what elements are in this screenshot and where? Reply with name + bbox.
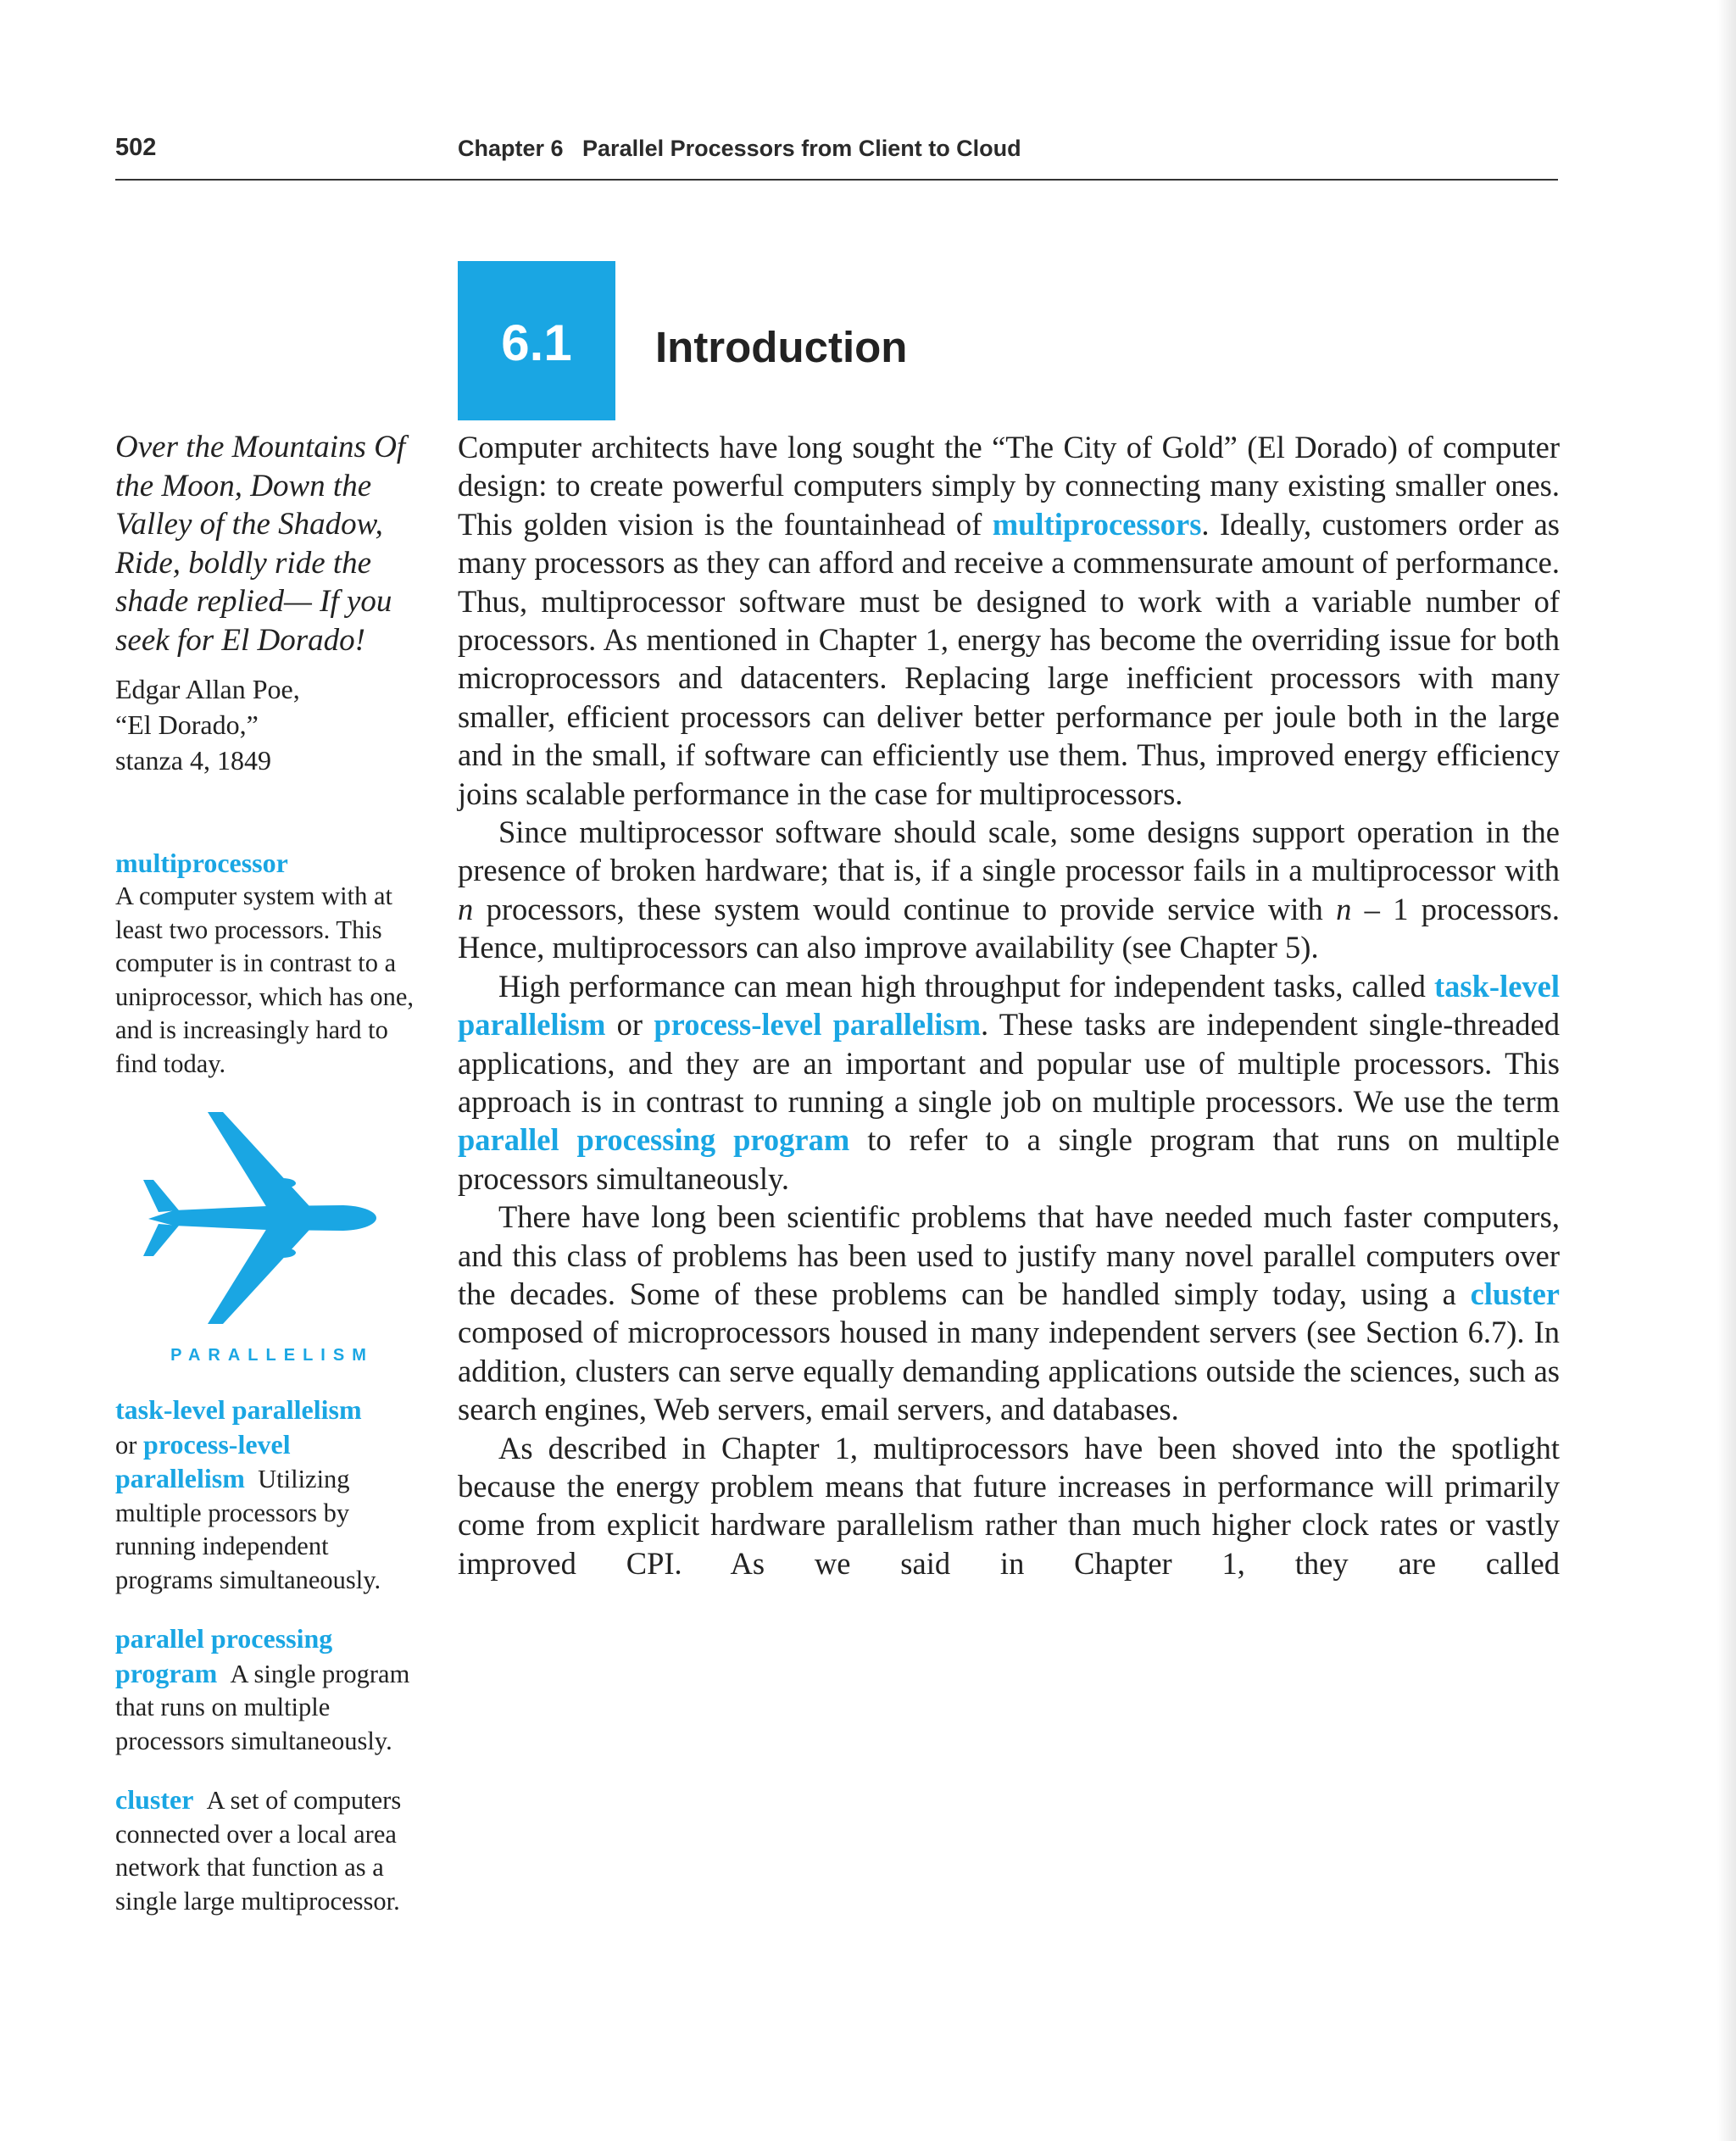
- airplane-tail-upper: [143, 1180, 179, 1212]
- epigraph-quote: Over the Mountains Of the Moon, Down the Valley of the Shadow, Ride, boldly ride the shade replied— If you seek for El Dorado!: [115, 430, 406, 658]
- body-text-run: . These tasks are independent single-threaded applications, and they are an important and popular use of multiple processors. This approach is in contrast to running a single job on multiple processors. We use the term: [458, 1007, 1560, 1119]
- glossary-entry-parallel-processing-program: [115, 1622, 429, 1758]
- section-number: 6.1: [501, 314, 572, 371]
- glossary-definition: A set of computers connected over a local area network that function as a single large multiprocessor.: [115, 1786, 402, 1916]
- airplane-engine: [269, 1178, 296, 1188]
- key-term-parallel-processing-program[interactable]: parallel processing program: [458, 1122, 850, 1158]
- airplane-fuselage: [148, 1205, 376, 1231]
- body-paragraph-2: [458, 813, 1560, 967]
- body-text-run: Since multiprocessor software should scale, some designs support operation in the presence of broken hardware; that is, if a single processor fails in a multiprocessor with: [458, 815, 1560, 888]
- parallelism-label: PARALLELISM: [170, 1346, 374, 1365]
- section-title: Introduction: [655, 323, 908, 371]
- body-text-run: – 1 processors. Hence, multiprocessors can also improve availability (see Chapter 5).: [458, 891, 1560, 965]
- page-number: 502: [115, 134, 157, 161]
- body-text-run: to refer to a single program that runs on multiple processors simultaneously.: [458, 1122, 1560, 1196]
- glossary-definition: Utilizing multiple processors by running independent programs simultaneously.: [115, 1465, 381, 1594]
- header-rule: [115, 179, 1558, 181]
- glossary-definition: A computer system with at least two processors. This computer is in contrast to a uniprocessor, which has one, and is increasingly hard to find today.: [115, 881, 414, 1078]
- body-paragraph-3: [458, 967, 1560, 1198]
- glossary-entry-text: [115, 1783, 429, 1918]
- body-text-run: High performance can mean high throughput for independent tasks, called: [498, 968, 1434, 1004]
- glossary-entry-task-level-parallelism: [115, 1393, 429, 1597]
- body-text-run: processors, these system would continue to provide service with: [473, 891, 1337, 926]
- airplane-engine: [238, 1154, 265, 1165]
- glossary-term: parallel processing program: [115, 1623, 333, 1688]
- body-paragraph-4: [458, 1198, 1560, 1428]
- body-paragraph-5: [458, 1429, 1560, 1583]
- glossary-term: process-level parallelism: [115, 1428, 291, 1493]
- math-variable-n: n: [1336, 891, 1352, 926]
- glossary-entry-text: [115, 1393, 429, 1597]
- math-variable-n: n: [458, 891, 474, 926]
- key-term-cluster[interactable]: cluster: [1470, 1276, 1560, 1311]
- body-text: [458, 428, 1560, 1582]
- key-term-process-level-parallelism[interactable]: process-level parallelism: [654, 1007, 982, 1043]
- glossary-term: task-level parallelism: [115, 1394, 362, 1425]
- epigraph-detail: stanza 4, 1849: [115, 745, 271, 776]
- glossary-term: multiprocessor: [115, 848, 288, 878]
- glossary-entry-cluster: [115, 1783, 429, 1918]
- glossary-connector: or: [115, 1430, 137, 1460]
- margin-column: [115, 428, 429, 1081]
- airplane-engine: [269, 1248, 296, 1258]
- section-number-box: [458, 261, 615, 420]
- body-text-run: Computer architects have long sought the “The City of Gold” (El Dorado) of computer design: to create powerful computers simply by connecting many existing smaller ones. This golden vision is the fountainhead of: [458, 430, 1560, 542]
- epigraph-work: “El Dorado,”: [115, 709, 259, 740]
- running-head: Chapter 6 Parallel Processors from Client to Cloud: [458, 136, 1021, 161]
- body-text-run: composed of microprocessors housed in many independent servers (see Section 6.7). In addition, clusters can serve equally demanding applications outside the sciences, such as search engines, Web servers, email servers, and databases.: [458, 1315, 1560, 1427]
- airplane-tail-lower: [143, 1224, 179, 1256]
- body-paragraph-1: [458, 428, 1560, 813]
- glossary-definition: A single program that runs on multiple processors simultaneously.: [115, 1659, 410, 1755]
- key-term-task-level-parallelism[interactable]: task-level parallelism: [458, 968, 1560, 1043]
- glossary-term: cluster: [115, 1784, 194, 1815]
- body-text-run: or: [605, 1007, 654, 1043]
- glossary-entry-multiprocessor: [115, 846, 429, 1081]
- airplane-icon: [140, 1110, 377, 1326]
- page-edge-shadow: [1717, 0, 1736, 2141]
- key-term-multiprocessors[interactable]: multiprocessors: [992, 506, 1202, 542]
- body-text-run: There have long been scientific problems that have needed much faster computers, and this class of problems has been used to justify many novel parallel computers over the decades. Some of these problems can be handled simply today, using a: [458, 1199, 1560, 1311]
- body-text-run: As described in Chapter 1, multiprocessors have been shoved into the spotlight because the energy problem means that future increases in performance will primarily come from explicit hardware parallelism rather than much higher clock rates or vastly improved CPI. As we said in Chapter 1, they are called: [458, 1430, 1560, 1581]
- epigraph-attribution: [115, 671, 429, 778]
- body-text-run: . Ideally, customers order as many processors as they can afford and receive a commensurate amount of performance. Thus, multiprocessor software must be designed to work with a variable number of processors. As mentioned in Chapter 1, energy has become the overriding issue for both microprocessors and datacenters. Replacing large inefficient processors with many smaller, efficient processors can deliver better performance per joule both in the large and in the small, if software can efficiently use them. Thus, improved energy efficiency joins scalable performance in the case for multiprocessors.: [458, 506, 1560, 811]
- epigraph-author: Edgar Allan Poe,: [115, 674, 300, 704]
- glossary-entry-text: [115, 1622, 429, 1758]
- airplane-engine: [238, 1271, 265, 1282]
- margin-glossary-lower: [115, 1393, 429, 1918]
